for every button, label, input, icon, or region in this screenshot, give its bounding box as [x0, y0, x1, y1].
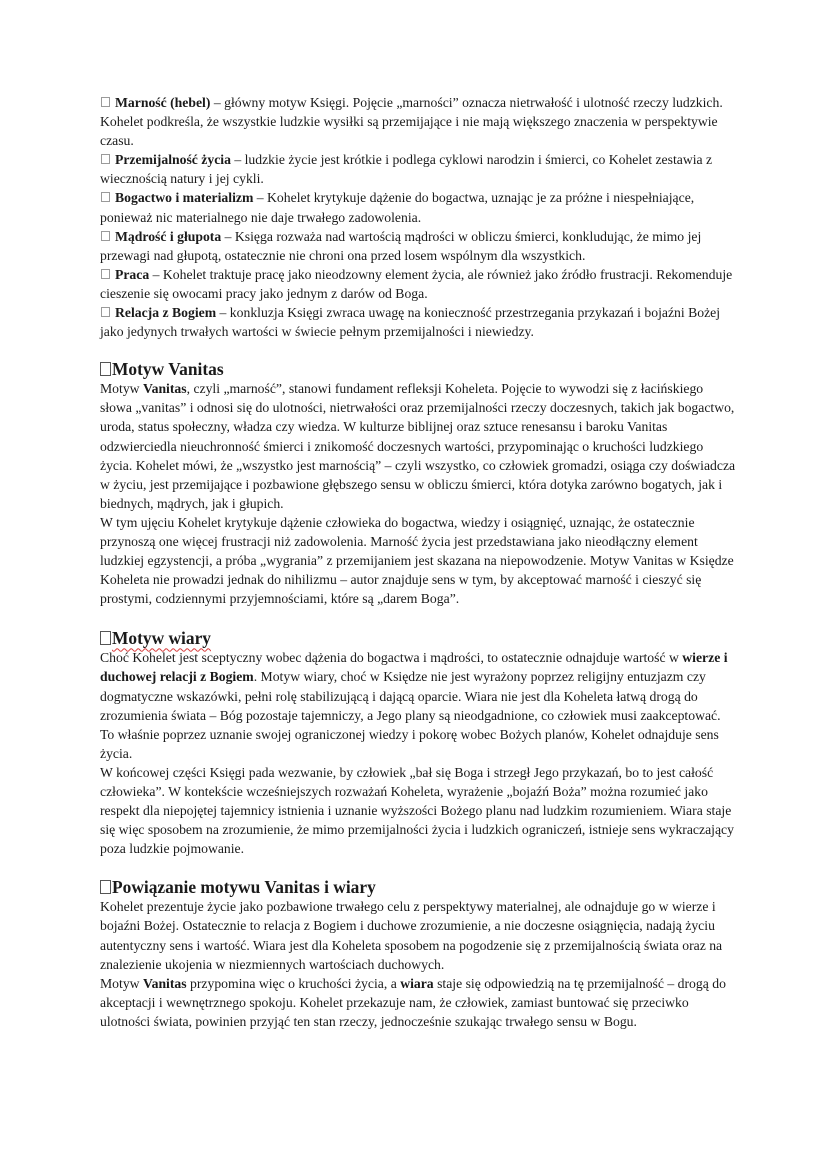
- section-heading: Powiązanie motywu Vanitas i wiary: [100, 877, 736, 897]
- bullet-item: [100, 150, 736, 188]
- checkbox-glyph-icon: [101, 154, 110, 164]
- checkbox-glyph-icon: [101, 269, 110, 279]
- bullet-text: – główny motyw Księgi. Pojęcie „marności” oznacza nietrwałość i ulotność rzeczy ludzkich. Kohelet podkreśla, że wszystkie ludzkie wysiłki są przemijające i nie mają większego znaczenia w perspektywie czasu.: [100, 95, 723, 149]
- section-vanitas: [100, 359, 736, 608]
- section-heading: Motyw Vanitas: [100, 359, 736, 379]
- section-powiazanie: [100, 877, 736, 1031]
- paragraph: Kohelet prezentuje życie jako pozbawione trwałego celu z perspektywy materialnej, ale odnajduje go w wierze i bojaźni Bożej. Ostatecznie to relacja z Bogiem i duchowe zrozumienie, a nie doczesne osiągnięcia, nadają życiu autentyczny sens i wartość. Wiara jest dla Koheleta sposobem na pogodzenie się z przemijalnością świata oraz na znalezienie ukojenia w niezmiennych wartościach duchowych.: [100, 899, 723, 972]
- bullet-term: Praca: [115, 266, 150, 282]
- bullet-item: [100, 188, 736, 226]
- paragraph: Choć Kohelet jest sceptyczny wobec dążenia do bogactwa i mądrości, to ostatecznie odnajduje wartość w wierze i duchowej relacji z Bogiem. Motyw wiary, choć w Księdze nie jest wyrażony poprzez religijny entuzjazm czy dogmatyczne wskazówki, pełni rolę stabilizującą i dającą oparcie. Wiara nie jest dla Koheleta łatwą drogą do zrozumienia świata – Bóg pozostaje tajemniczy, a Jego plany są nieodgadnione, co człowiek musi zaakceptować. To właśnie poprzez uznanie swojej ograniczonej wiedzy i pokorę wobec Bożych planów, Kohelet odnajduje sens życia.: [100, 650, 728, 761]
- bullet-term: Marność (hebel): [115, 95, 211, 110]
- heading-glyph-icon: [100, 362, 111, 376]
- paragraph: Motyw Vanitas, czyli „marność”, stanowi fundament refleksji Koheleta. Pojęcie to wywodzi się z łacińskiego słowa „vanitas” i odnosi się do ulotności, nietrwałości oraz przemijalności rzeczy doczesnych, takich jak bogactwo, uroda, status społeczny, władza czy wiedza. W kulturze biblijnej oraz sztuce renesansu i baroku Vanitas odzwierciedla nieuchronność śmierci i znikomość doczesnych wartości, przypominając o kruchości ludzkiego życia. Kohelet mówi, że „wszystko jest marnością” – czyli wszystko, co człowiek gromadzi, osiąga czy doświadcza w życiu, jest przemijające i pozbawione głębszego sensu w obliczu śmierci, która dotyka zarówno bogatych, jak i biednych, mądrych, jak i głupich.: [100, 381, 736, 511]
- section-heading: Motyw wiary: [100, 628, 736, 648]
- checkbox-glyph-icon: [101, 192, 110, 202]
- bullet-item: [100, 227, 736, 265]
- bullet-item: [100, 303, 736, 341]
- bullet-item: [100, 93, 736, 150]
- heading-glyph-icon: [100, 631, 111, 645]
- bullet-text: – Księga rozważa nad wartością mądrości w obliczu śmierci, konkludując, że mimo jej przewagi nad głupotą, ostatecznie nie chroni ona przed losem wspólnym dla wszystkich.: [100, 228, 702, 263]
- bullet-term: Relacja z Bogiem: [115, 305, 217, 321]
- checkbox-glyph-icon: [101, 231, 110, 241]
- bullet-text: – ludzkie życie jest krótkie i podlega cyklowi narodzin i śmierci, co Kohelet zestawia z wiecznością natury i jej cykli.: [100, 152, 713, 187]
- section-wiara: [100, 628, 736, 858]
- bullet-text: – konkluzja Księgi zwraca uwagę na konieczność przestrzegania przykazań i bojaźni Bożej jako jedynych trwałych wartości w świecie pełnym przemijalności i niewiedzy.: [100, 305, 721, 340]
- bullet-item: [100, 265, 736, 303]
- bullet-text: – Kohelet traktuje pracę jako nieodzowny element życia, ale również jako źródło frustracji. Rekomenduje cieszenie się owocami pracy jako jednym z darów od Boga.: [100, 266, 733, 301]
- paragraph: Motyw Vanitas przypomina więc o kruchości życia, a wiara staje się odpowiedzią na tę przemijalność – drogą do akceptacji i wewnętrznego spokoju. Kohelet przekazuje nam, że człowiek, zamiast buntować się przeciwko ulotności świata, powinien przyjąć ten stan rzeczy, jednocześnie szukając trwałego sensu w Bogu.: [100, 975, 726, 1029]
- bullet-term: Przemijalność życia: [115, 152, 231, 168]
- checkbox-glyph-icon: [101, 97, 110, 107]
- checkbox-glyph-icon: [101, 307, 110, 317]
- bullet-text: – Kohelet krytykuje dążenie do bogactwa, uznając je za próżne i niespełniające, ponieważ nic materialnego nie daje trwałego zadowolenia.: [100, 190, 695, 225]
- bullet-term: Bogactwo i materializm: [115, 190, 254, 206]
- document-page: [100, 93, 736, 1031]
- bullet-list: [100, 93, 736, 341]
- bullet-term: Mądrość i głupota: [115, 228, 222, 244]
- paragraph: W tym ujęciu Kohelet krytykuje dążenie człowieka do bogactwa, wiedzy i osiągnięć, uznając, że ostatecznie przynoszą one więcej frustracji niż zadowolenia. Marność życia jest przedstawiana jako nieodłączny element ludzkiej egzystencji, a próba „wygrania” z przemijaniem jest skazana na niepowodzenie. Motyw Vanitas w Księdze Koheleta nie prowadzi jednak do nihilizmu – autor znajduje sens w tym, by akceptować marność i cieszyć się prostymi, codziennymi przyjemnościami, które są „darem Boga”.: [100, 514, 734, 607]
- paragraph: W końcowej części Księgi pada wezwanie, by człowiek „bał się Boga i strzegł Jego przykazań, bo to jest całość człowieka”. W kontekście wcześniejszych rozważań Koheleta, wyrażenie „bojaźń Boża” można rozumieć jako respekt dla niepojętej tajemnicy istnienia i uznanie wyższości Bożego planu nad ludzkim rozumieniem. Wiara staje się więc sposobem na zrozumienie, że mimo przemijalności życia i ludzkich ograniczeń, istnieje sens wykraczający poza ludzkie pojmowanie.: [100, 764, 734, 857]
- heading-glyph-icon: [100, 880, 111, 894]
